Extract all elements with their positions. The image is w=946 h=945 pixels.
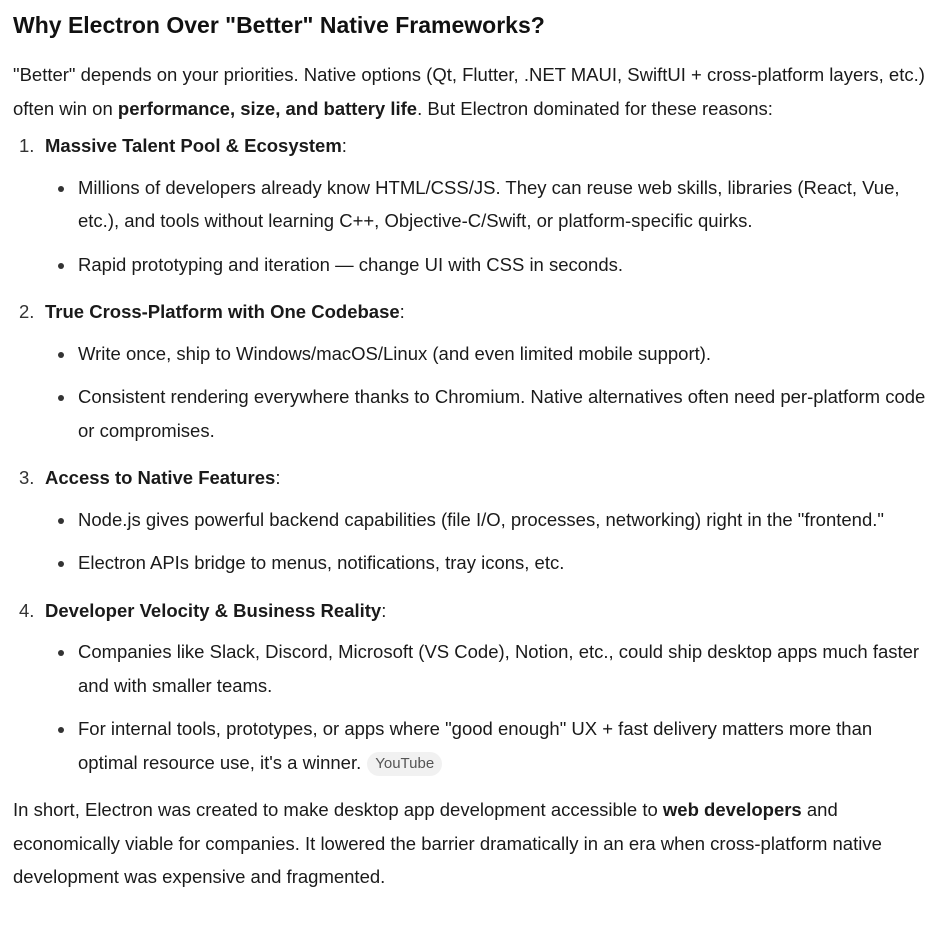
list-item — [45, 635, 933, 702]
intro-text-after: . But Electron dominated for these reasons: — [417, 97, 773, 119]
reason-heading — [45, 461, 933, 495]
conclusion-paragraph — [13, 793, 933, 894]
reason-heading — [45, 129, 933, 163]
bullet-text: Rapid prototyping and iteration — change UI with CSS in seconds. — [78, 253, 624, 275]
list-item — [45, 503, 933, 537]
list-item — [45, 712, 933, 779]
page-title: Why Electron Over "Better" Native Frameworks? — [13, 12, 545, 38]
bullet-text: Millions of developers already know HTML/CSS/JS. They can reuse web skills, libraries (React, Vue, etc.), and tools without learning C++, Objective-C/Swift, or platform-specific quirks. — [78, 176, 900, 231]
reason-suffix: : — [275, 467, 281, 488]
intro-bold: performance, size, and battery life — [117, 97, 418, 119]
outro-bold: web developers — [662, 799, 802, 820]
reason-heading — [45, 295, 933, 329]
bullet-text: For internal tools, prototypes, or apps where "good enough" UX + fast delivery matters more than optimal resource use, it's a winner. — [78, 718, 873, 773]
bullet-text: Node.js gives powerful backend capabilities (file I/O, processes, networking) right in the "frontend." — [78, 508, 884, 530]
reason-heading — [45, 594, 933, 628]
list-item — [45, 171, 933, 238]
bullet-list — [45, 171, 933, 282]
list-item — [45, 546, 933, 580]
list-item — [45, 248, 933, 282]
intro-paragraph — [13, 58, 933, 125]
reason-item-4 — [13, 594, 933, 780]
reason-number: 2. — [19, 301, 35, 322]
bullet-text: Consistent rendering everywhere thanks to Chromium. Native alternatives often need per-platform code or compromises. — [78, 386, 926, 441]
bullet-list — [45, 635, 933, 779]
bullet-dot-icon — [58, 186, 64, 192]
reason-title: Massive Talent Pool & Ecosystem — [45, 135, 342, 156]
bullet-dot-icon — [58, 352, 64, 358]
reason-title: Developer Velocity & Business Reality — [45, 599, 382, 621]
bullet-dot-icon — [58, 395, 64, 401]
bullet-list — [45, 503, 933, 580]
list-item — [45, 380, 933, 447]
list-item — [45, 337, 933, 371]
bullet-dot-icon — [58, 650, 64, 656]
reason-number: 4. — [19, 599, 35, 621]
reason-suffix: : — [399, 301, 405, 322]
reasons-list — [13, 129, 933, 779]
bullet-dot-icon — [58, 727, 64, 733]
reason-title: Access to Native Features — [45, 467, 276, 488]
bullet-dot-icon — [58, 263, 64, 269]
bullet-text: Write once, ship to Windows/macOS/Linux (and even limited mobile support). — [78, 342, 712, 364]
bullet-list — [45, 337, 933, 448]
bullet-dot-icon — [58, 561, 64, 567]
bullet-text: Electron APIs bridge to menus, notifications, tray icons, etc. — [78, 552, 565, 573]
reason-item-3 — [13, 461, 933, 580]
reason-suffix: : — [341, 135, 347, 156]
reason-number: 3. — [19, 467, 35, 488]
reason-suffix: : — [381, 599, 387, 621]
reason-number: 1. — [19, 135, 35, 156]
outro-text-after: and economically viable for companies. It lowered the barrier dramatically in an era when cross-platform native development was expensive and fragmented. — [13, 799, 882, 887]
outro-text-before: In short, Electron was created to make desktop app development accessible to — [13, 799, 663, 820]
reason-item-2 — [13, 295, 933, 447]
bullet-text: Companies like Slack, Discord, Microsoft (VS Code), Notion, etc., could ship desktop apps much faster and with smaller teams. — [78, 641, 920, 696]
reason-title: True Cross-Platform with One Codebase — [45, 301, 400, 322]
reason-item-1 — [13, 129, 933, 281]
intro-text-before: "Better" depends on your priorities. Native options (Qt, Flutter, .NET MAUI, SwiftUI + cross-platform layers, etc.) often win on — [13, 64, 925, 119]
bullet-dot-icon — [58, 518, 64, 524]
source-chip-youtube[interactable]: YouTube — [367, 752, 442, 776]
